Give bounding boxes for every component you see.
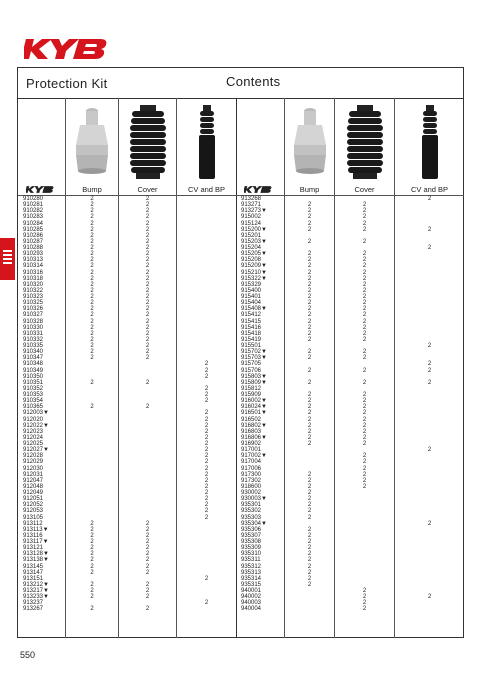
dust-cover-image <box>119 99 176 185</box>
col-header-bump: Bump <box>82 185 102 194</box>
left-cover-values: 2 2 2 2 2 2 2 2 2 2 2 2 2 2 2 2 2 2 2 2 2 2 2 2 2 2 2 2 2 2 2 2 2 2 2 2 2 2 2 2 2 2 <box>145 196 150 613</box>
page-title: Protection Kit <box>26 76 108 91</box>
kyb-logo <box>24 36 108 62</box>
right-bump-values: 2 2 2 2 2 2 2 2 2 2 2 2 2 2 2 2 2 2 2 2 2 2 2 2 2 2 2 2 2 2 2 2 2 2 2 2 2 2 2 2 2 2 2 2 2 2 2 2 2 2 2 2 <box>307 202 312 588</box>
col-header-cover-right: Cover <box>354 185 375 194</box>
kyb-logo-small-right <box>244 185 272 194</box>
left-cvbp-values: 2 2 2 2 2 2 2 2 2 2 2 2 2 2 2 2 2 2 2 2 2 2 2 2 2 2 <box>204 361 209 607</box>
col-header-cvbp: CV and BP <box>187 185 226 194</box>
section-title: Contents <box>226 74 281 89</box>
bump-stop-image-right <box>285 99 334 185</box>
cv-bp-image-right <box>395 99 464 185</box>
cv-bp-image <box>177 99 236 185</box>
bump-stop-image <box>66 99 118 185</box>
right-cover-values: 2 2 2 2 2 2 2 2 2 2 2 2 2 2 2 2 2 2 2 2 2 2 2 2 2 2 2 2 2 2 2 2 2 2 2 2 2 2 2 2 2 2 2 2 <box>362 202 367 613</box>
dust-cover-image-right <box>335 99 394 185</box>
kyb-logo-small <box>26 185 54 194</box>
left-bump-values: 2 2 2 2 2 2 2 2 2 2 2 2 2 2 2 2 2 2 2 2 2 2 2 2 2 2 2 2 2 2 2 2 2 2 2 2 2 2 2 2 2 2 <box>90 196 94 613</box>
right-cvbp-values: 2 2 2 2 2 2 2 2 2 2 <box>427 196 432 601</box>
right-part-numbers: 913268 913271 913273▼ 915002 915124 915200▼ 915201 915203▼ 915204 915205▼ 915208 915209▼ 915210▼ 915322▼ 915329 915400 915401 915404 915408▼ 915412 915415 915416 915418 915419 915501 915702▼ 915703▼ 915705 915706 915803▼ 915809▼ 915812 915909 916002▼ 916024▼ 916501▼ 916502 916802▼ 916803 916806▼ 916902 917001 917002▼ 917004 917006 917300 917302 918600 930002 930003▼ 935301 935302 935303 935304▼ 935306 935307 935308 935309 935310 935311 935312 935313 935314 935315 940001 940002 940003 940004 <box>241 196 267 613</box>
table-header-bar <box>18 68 463 99</box>
product-table <box>17 67 464 638</box>
page-number: 550 <box>20 650 36 660</box>
left-part-numbers: 910280 910281 910282 910283 910284 910285 910286 910287 910288 910293 910313 910314 910316 910318 910320 910322 910323 910325 910326 910327 910328 910330 910331 910332 910335 910340 910347 910348 910349 910350 910351 910352 910353 910354 910365 912003▼ 912020 912022▼ 912023 912024 912025 912027▼ 912028 912029 912030 912031 912047 912048 912049 912051 912052 912053 913105 913112 913113▼ 913116 913117▼ 913121 913128▼ 913138▼ 913145 913147 913151 913212▼ 913217▼ 913233▼ 913237 913267 <box>23 196 49 613</box>
col-header-bump-right: Bump <box>299 185 320 194</box>
col-header-cover: Cover <box>137 185 158 194</box>
section-tab-marker <box>0 238 15 280</box>
col-header-cvbp-right: CV and BP <box>410 185 449 194</box>
